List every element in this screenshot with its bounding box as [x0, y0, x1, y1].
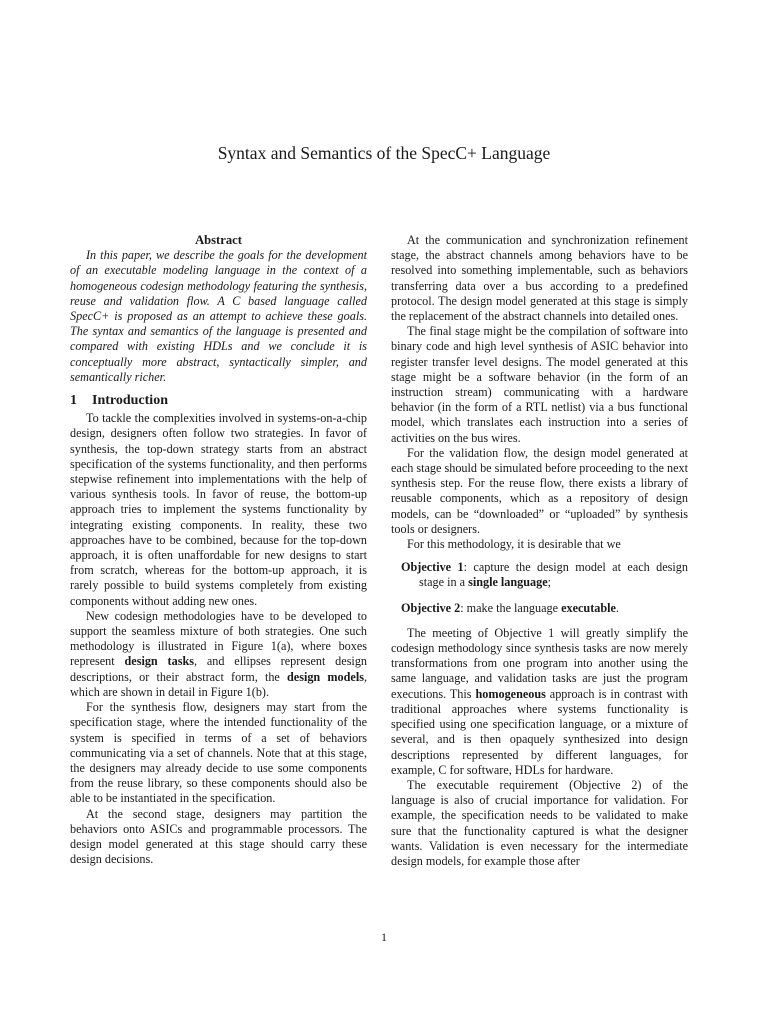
right-paragraph-4: For this methodology, it is desirable that we [407, 537, 621, 552]
intro-p2-text-e: , which are shown in detail in Figure 1(b). [70, 669, 367, 699]
objective-1-label: Objective 1 [401, 560, 464, 575]
objective-2-label: Objective 2 [401, 600, 461, 615]
section-number: 1 [70, 393, 77, 409]
intro-p2-text-c: , and ellipses represent design descriptions, or their abstract form, the [70, 654, 368, 684]
objective-1 [401, 560, 688, 590]
right-paragraph-3: For the validation flow, the design model generated at each stage should be simulated before proceeding to the next synthesis step. For the reuse flow, there exists a library of reusable components, which as a repository of design models, can be “downloaded” or “uploaded” by synthesis tools or designers. [391, 445, 688, 536]
intro-paragraph-2 [70, 609, 367, 700]
page-number: 1 [381, 930, 387, 944]
objective-2-text-c: . [615, 600, 619, 615]
intro-paragraph-1: To tackle the complexities involved in systems-on-a-chip design, designers often follow two strategies. In favor of synthesis, the top-down strategy starts from an abstract specification of the systems functionality, and then performs stepwise refinement into implementations with the help of various synthesis tools. In favor of reuse, the bottom-up approach tries to implement the systems functionality by integrating existing components. In reality, these two approaches have to be combined, because for the top-down approach, it is often unaffordable for new designs to start from scratch, whereas for the bottom-up approach, it is rarely possible to build systems completely from existing components without adding new ones. [70, 411, 367, 608]
right-paragraph-5 [391, 626, 688, 778]
objective-2-text-a: : make the language [460, 600, 562, 615]
objective-1-text-c: ; [547, 575, 552, 590]
right-p5-text-c: approach is in contrast with traditional approaches where systems functionality is specified using one specification language, or a mixture of several, and is then opaquely synthesized into design descriptions represented by different languages, for example, C for software, HDLs for hardware. [391, 686, 688, 777]
intro-paragraph-4: At the second stage, designers may partition the behaviors onto ASICs and programmable processors. The design model generated at this stage should carry these design decisions. [70, 806, 367, 867]
intro-p2-text-a: New codesign methodologies have to be developed to support the seamless mixture of both strategies. One such methodology is illustrated in Figure 1(a), where boxes represent [70, 608, 367, 669]
section-heading-introduction [70, 393, 367, 408]
intro-term-design-tasks: design tasks [124, 654, 194, 669]
right-paragraph-2: The final stage might be the compilation of software into binary code and high level synthesis of ASIC behavior into register transfer level designs. The model generated at this stage might be a software behavior (in the form of an instruction stream) communicating with a hardware behavior (in the form of a RTL netlist) via a bus functional model, which translates each instruction into a series of activities on the bus wires. [391, 324, 688, 445]
objective-2-term: executable [561, 600, 616, 615]
right-term-homogeneous: homogeneous [475, 686, 546, 701]
right-paragraph-1: At the communication and synchronization refinement stage, the abstract channels among behaviors have to be resolved into something implementable, such as behaviors transferring data over a bus according to a predefined protocol. The design model generated at this stage is simply the replacement of the abstract channels into detailed ones. [391, 233, 688, 324]
right-column [391, 233, 688, 869]
left-column [70, 233, 367, 867]
intro-term-design-models: design models [287, 669, 364, 684]
abstract-heading: Abstract [195, 233, 242, 247]
objective-1-text-a: : capture the design model at each design stage in a [419, 560, 688, 590]
intro-paragraph-3: For the synthesis flow, designers may start from the specification stage, where the intended functionality of the system is specified in terms of a set of behaviors communicating via a set of channels. Note that at this stage, the designers may already decide to use some components from the reuse library, so these components should also be able to be instantiated in the specification. [70, 700, 367, 806]
abstract-text: In this paper, we describe the goals for the development of an executable modeling language in the context of a homogeneous codesign methodology featuring the synthesis, reuse and validation flow. A C based language called SpecC+ is proposed as an attempt to achieve these goals. The syntax and semantics of the language is presented and compared with existing HDLs and we conclude it is conceptually more abstract, syntactically simpler, and semantically richer. [70, 248, 367, 384]
paper-title: Syntax and Semantics of the SpecC+ Language [217, 143, 551, 163]
right-p5-text-a: The meeting of Objective 1 will greatly simplify the codesign methodology since synthesis tasks are now merely transformations from one program into another using the same language, and validation tasks are just the program executions. This [391, 625, 688, 701]
objective-1-term: single language [468, 575, 548, 590]
section-title: Introduction [92, 393, 168, 409]
objective-2 [401, 601, 688, 616]
right-paragraph-6: The executable requirement (Objective 2) of the language is also of crucial importance for validation. For example, the specification needs to be validated to make sure that the functionality captured is what the designer wants. Validation is even necessary for the intermediate design models, for example those after [391, 777, 688, 868]
